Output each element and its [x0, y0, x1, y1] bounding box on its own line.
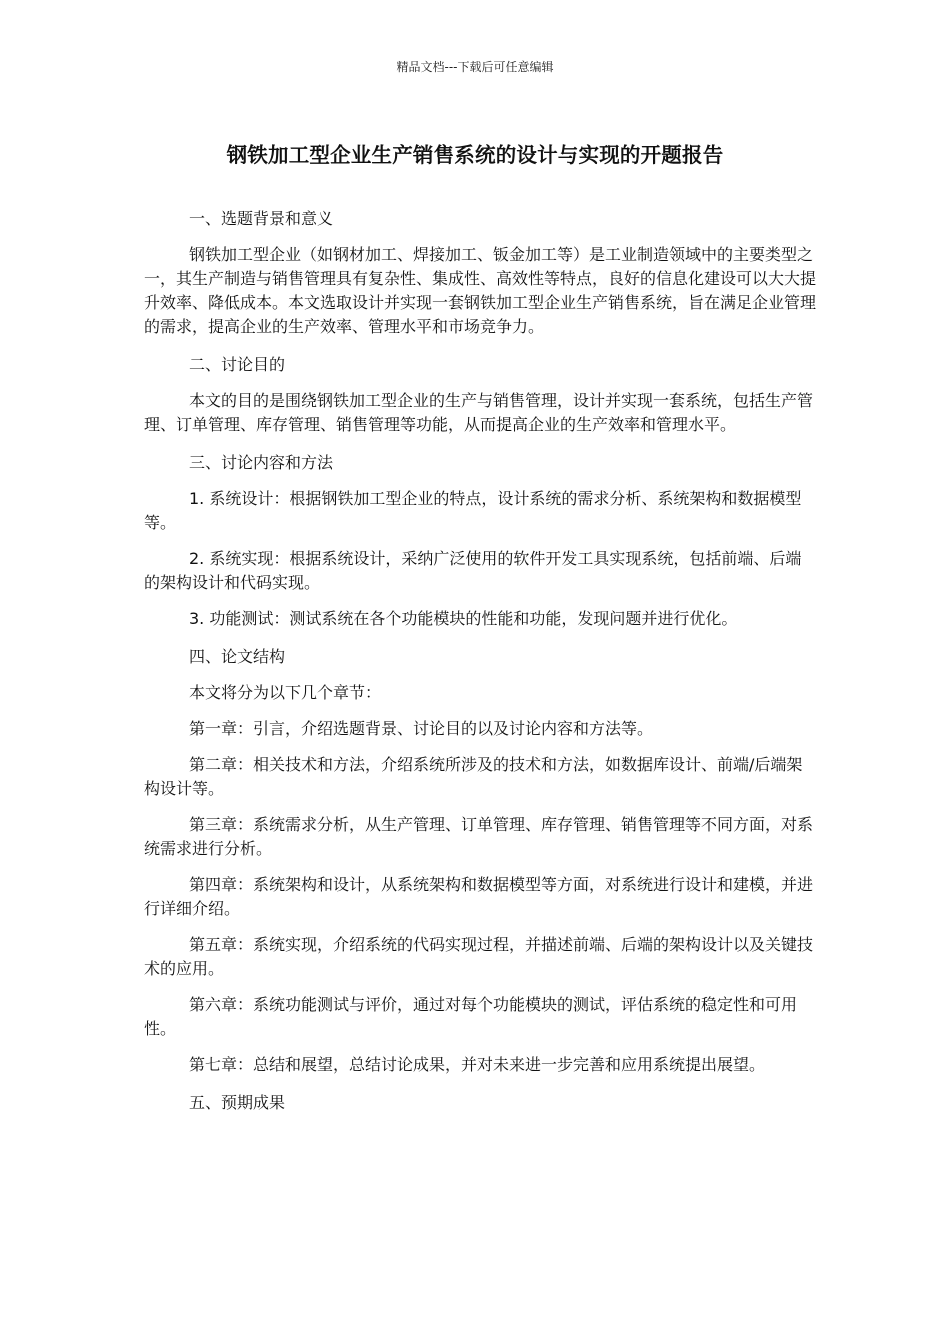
section-heading-purpose: 二、讨论目的: [189, 355, 286, 374]
chapter-item-3: 第三章：系统需求分析，从生产管理、订单管理、库存管理、销售管理等不同方面，对系统需求进行分析。: [144, 815, 814, 858]
document-body: [144, 205, 816, 1127]
chapter-item-4: 第四章：系统架构和设计，从系统架构和数据模型等方面，对系统进行设计和建模，并进行详细介绍。: [144, 875, 814, 918]
section-heading-content-methods: 三、讨论内容和方法: [189, 453, 334, 472]
section-heading-background: 一、选题背景和意义: [189, 209, 334, 228]
chapter-item-2: 第二章：相关技术和方法，介绍系统所涉及的技术和方法，如数据库设计、前端/后端架构设计等。: [144, 755, 803, 798]
list-item-system-implementation: 2. 系统实现：根据系统设计，采纳广泛使用的软件开发工具实现系统，包括前端、后端的架构设计和代码实现。: [144, 549, 802, 592]
chapter-item-7: 第七章：总结和展望，总结讨论成果，并对未来进一步完善和应用系统提出展望。: [189, 1055, 766, 1074]
section-heading-expected-results: 五、预期成果: [189, 1093, 286, 1112]
chapter-item-6: 第六章：系统功能测试与评价，通过对每个功能模块的测试，评估系统的稳定性和可用性。: [144, 995, 798, 1038]
section-heading-thesis-structure: 四、论文结构: [189, 647, 286, 666]
page-header-note: 精品文档---下载后可任意编辑: [396, 60, 554, 74]
list-item-system-design: 1. 系统设计：根据钢铁加工型企业的特点，设计系统的需求分析、系统架构和数据模型等。: [144, 489, 802, 532]
chapter-item-5: 第五章：系统实现，介绍系统的代码实现过程，并描述前端、后端的架构设计以及关键技术的应用。: [144, 935, 814, 978]
paragraph-purpose: 本文的目的是围绕钢铁加工型企业的生产与销售管理，设计并实现一套系统，包括生产管理、订单管理、库存管理、销售管理等功能，从而提高企业的生产效率和管理水平。: [144, 391, 814, 434]
paragraph-chapters-intro: 本文将分为以下几个章节：: [189, 683, 382, 702]
list-item-function-test: 3. 功能测试：测试系统在各个功能模块的性能和功能，发现问题并进行优化。: [189, 609, 738, 628]
document-title: 钢铁加工型企业生产销售系统的设计与实现的开题报告: [226, 143, 724, 167]
chapter-item-1: 第一章：引言，介绍选题背景、讨论目的以及讨论内容和方法等。: [189, 719, 654, 738]
paragraph-background: 钢铁加工型企业（如钢材加工、焊接加工、钣金加工等）是工业制造领域中的主要类型之一，其生产制造与销售管理具有复杂性、集成性、高效性等特点，良好的信息化建设可以大大提升效率、降低成本。本文选取设计并实现一套钢铁加工型企业生产销售系统，旨在满足企业管理的需求，提高企业的生产效率、管理水平和市场竞争力。: [144, 245, 817, 336]
